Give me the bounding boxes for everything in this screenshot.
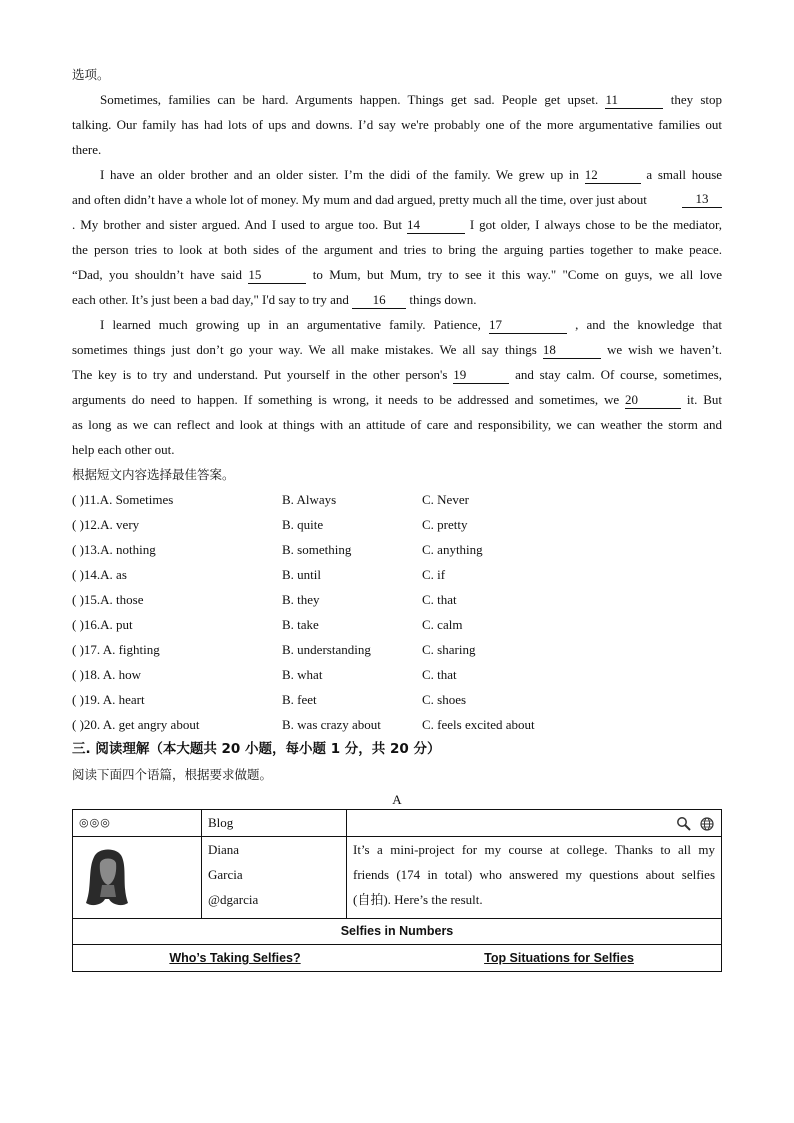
para2-line5-post: to Mum, but Mum, try to see it this way." "Come on guys, we all love [312, 267, 723, 282]
para2-line4: the person tries to look at both sides of the argument and tries to bring the arguing parties together to make peace. [72, 242, 722, 257]
option-b[interactable]: B. was crazy about [282, 717, 381, 732]
para1-line1-pre: Sometimes, families can be hard. Arguments happen. Things get sad. People get upset. [100, 92, 599, 107]
question-stem[interactable]: ( )17. A. fighting [72, 642, 160, 657]
question-stem[interactable]: ( )19. A. heart [72, 692, 145, 707]
para3-line3-pre: The key is to try and understand. Put yourself in the other person's [72, 367, 448, 382]
question-row [72, 587, 722, 612]
globe-icon[interactable] [699, 816, 715, 832]
para3-line4 [72, 387, 722, 412]
section3-title: 三. 阅读理解（本大题共 20 小题，每小题 1 分，共 20 分） [72, 741, 441, 757]
para2-line5-pre: “Dad, you shouldn’t have said [72, 267, 242, 282]
blank-14: 14 [407, 217, 465, 234]
avatar-cell [73, 837, 202, 919]
question-row [72, 662, 722, 687]
question-row [72, 637, 722, 662]
para2-line1 [72, 162, 722, 187]
document-page [72, 62, 722, 812]
question-row [72, 537, 722, 562]
para2-line2-pre: and often didn’t have a whole lot of money. My mum and dad argued, pretty much all the time, over just about [72, 192, 647, 207]
selfies-section-title: Selfies in Numbers [73, 919, 722, 945]
option-b[interactable]: B. feet [282, 692, 317, 707]
option-c[interactable]: C. that [422, 592, 457, 607]
blank-17: 17 [489, 317, 567, 334]
para2-line2 [72, 187, 722, 212]
option-c[interactable]: C. Never [422, 492, 469, 507]
author-last-name: Garcia [208, 867, 243, 882]
question-row [72, 562, 722, 587]
option-c[interactable]: C. pretty [422, 517, 468, 532]
blank-12: 12 [585, 167, 641, 184]
avatar [82, 847, 132, 909]
para2-line1-post: a small house [646, 167, 723, 182]
para2-line3-pre: . My brother and sister argued. And I used to argue too. But [72, 217, 402, 232]
question-stem[interactable]: ( )15.A. those [72, 592, 144, 607]
option-b[interactable]: B. understanding [282, 642, 371, 657]
passage-label: A [392, 792, 402, 807]
option-b[interactable]: B. quite [282, 517, 324, 532]
para1-line1 [72, 87, 722, 112]
option-c[interactable]: C. calm [422, 617, 463, 632]
author-first-name: Diana [208, 842, 240, 857]
para3-line2-post: we wish we haven’t. [606, 342, 723, 357]
option-c[interactable]: C. sharing [422, 642, 476, 657]
option-b[interactable]: B. take [282, 617, 319, 632]
para3-line2-pre: sometimes things just don’t go your way. We all make mistakes. We all say things [72, 342, 537, 357]
para2-line6-pre: each other. It’s just been a bad day," I'd say to try and [72, 292, 349, 307]
question-stem[interactable]: ( )16.A. put [72, 617, 133, 632]
post-line2: friends (174 in total) who answered my questions about selfies [353, 867, 715, 882]
question-row [72, 512, 722, 537]
para2-line3-post: I got older, I always chose to be the mediator, [469, 217, 723, 232]
para3-line5: as long as we can reflect and look at things with an attitude of care and responsibility, we can weather the storm and [72, 417, 722, 432]
para2-line5 [72, 262, 722, 287]
question-stem[interactable]: ( )11.A. Sometimes [72, 492, 174, 507]
para1-line1-post: they stop [670, 92, 723, 107]
post-cell [347, 837, 722, 919]
para3-line3-post: and stay calm. Of course, sometimes, [515, 367, 722, 382]
blank-15: 15 [248, 267, 306, 284]
intro-text: 选项。 [72, 67, 110, 82]
blank-20: 20 [625, 392, 681, 409]
blog-toolbar [347, 810, 722, 837]
option-b[interactable]: B. they [282, 592, 320, 607]
blank-18: 18 [543, 342, 601, 359]
option-c[interactable]: C. if [422, 567, 446, 582]
post-line1: It’s a mini-project for my course at college. Thanks to all my [353, 842, 715, 857]
blank-11: 11 [605, 92, 663, 109]
question-row [72, 712, 722, 737]
option-c[interactable]: C. feels excited about [422, 717, 535, 732]
post-line3: (自拍). Here’s the result. [353, 892, 483, 907]
para3-line6: help each other out. [72, 442, 175, 457]
author-handle[interactable]: @dgarcia [208, 892, 259, 907]
blog-tab: Blog [202, 810, 347, 837]
col-title-who: Who’s Taking Selfies? [169, 951, 301, 965]
section3-instruction: 阅读下面四个语篇，根据要求做题。 [72, 767, 273, 782]
question-stem[interactable]: ( )13.A. nothing [72, 542, 156, 557]
option-c[interactable]: C. shoes [422, 692, 467, 707]
para2-line6 [72, 287, 722, 312]
para3-line1-pre: I learned much growing up in an argumentative family. Patience, [100, 317, 481, 332]
column-titles-row [73, 945, 722, 972]
question-stem[interactable]: ( )12.A. very [72, 517, 140, 532]
question-stem[interactable]: ( )20. A. get angry about [72, 717, 200, 732]
option-c[interactable]: C. that [422, 667, 457, 682]
option-b[interactable]: B. until [282, 567, 322, 582]
para1-line3: there. [72, 142, 102, 157]
para3-line1-post: , and the knowledge that [575, 317, 722, 332]
para2-line3 [72, 212, 722, 237]
blank-13: 13 [682, 191, 722, 208]
question-list [72, 487, 722, 737]
question-instruction: 根据短文内容选择最佳答案。 [72, 467, 235, 482]
para3-line4-pre: arguments do need to happen. If something is wrong, it needs to be addressed and sometimes, we [72, 392, 620, 407]
option-b[interactable]: B. something [282, 542, 352, 557]
question-row [72, 612, 722, 637]
question-row [72, 487, 722, 512]
para2-line1-pre: I have an older brother and an older sister. I’m the didi of the family. We grew up in [100, 167, 580, 182]
para3-line1 [72, 312, 722, 337]
window-dots: ◎◎◎ [73, 810, 202, 837]
para3-line3 [72, 362, 722, 387]
search-icon[interactable] [676, 816, 692, 832]
author-cell [202, 837, 347, 919]
col-title-situations: Top Situations for Selfies [484, 951, 634, 965]
option-b[interactable]: B. what [282, 667, 323, 682]
blank-16: 16 [352, 292, 406, 309]
question-row [72, 687, 722, 712]
question-stem[interactable]: ( )18. A. how [72, 667, 141, 682]
para3-line4-post: it. But [686, 392, 722, 407]
para2-line6-post: things down. [409, 292, 477, 307]
option-c[interactable]: C. anything [422, 542, 483, 557]
para3-line2 [72, 337, 722, 362]
question-stem[interactable]: ( )14.A. as [72, 567, 127, 582]
option-b[interactable]: B. Always [282, 492, 337, 507]
blog-table [72, 809, 722, 972]
blank-19: 19 [453, 367, 509, 384]
para1-line2: talking. Our family has had lots of ups and downs. I’d say we're probably one of the more argumentative families out [72, 117, 722, 132]
